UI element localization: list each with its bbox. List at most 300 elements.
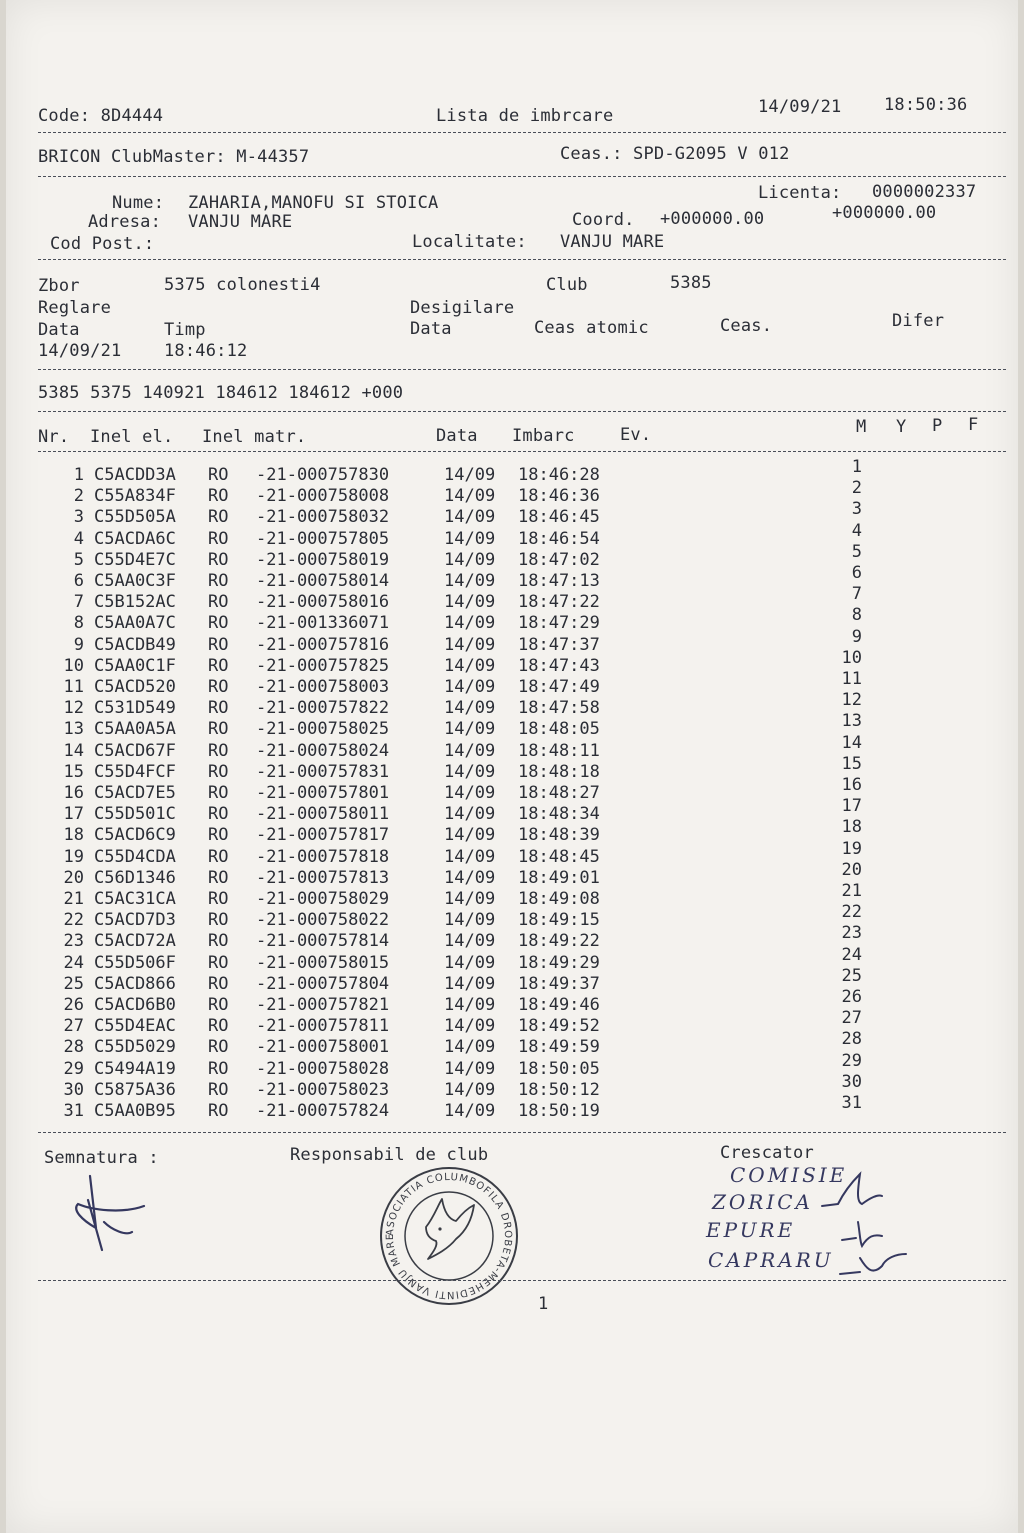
arrival-time: 18:49:52 (518, 1016, 600, 1036)
col-header-ev: Ev. (620, 425, 652, 445)
arrival-date: 14/09 (444, 656, 496, 676)
place-m: 30 (841, 1072, 862, 1092)
arrival-date: 14/09 (444, 1059, 496, 1079)
country-code: RO (208, 529, 229, 549)
club-value: 5385 (670, 273, 712, 293)
place-m: 2 (851, 478, 862, 498)
country-code: RO (208, 1037, 229, 1057)
clock-label: Ceas. (720, 316, 773, 336)
printout-page (6, 0, 1018, 1533)
arrival-date: 14/09 (444, 783, 496, 803)
registration-ring: -21-000758015 (256, 953, 390, 973)
arrival-date: 14/09 (444, 507, 496, 527)
table-row (6, 1016, 906, 1037)
table-row (6, 804, 906, 825)
arrival-date: 14/09 (444, 719, 496, 739)
country-code: RO (208, 783, 229, 803)
electronic-ring-id: C55D4E7C (94, 550, 176, 570)
reg-date-label: Data (38, 320, 80, 340)
reg-time-value: 18:46:12 (164, 341, 248, 361)
arrival-time: 18:49:08 (518, 889, 600, 909)
arrival-date: 14/09 (444, 889, 496, 909)
electronic-ring-id: C531D549 (94, 698, 176, 718)
registration-ring: -21-000757822 (256, 698, 390, 718)
arrival-time: 18:48:11 (518, 741, 600, 761)
divider (38, 132, 1006, 133)
place-m: 29 (841, 1051, 862, 1071)
difference-label: Difer (892, 311, 945, 331)
registration-ring: -21-000757816 (256, 635, 390, 655)
place-m: 14 (841, 733, 862, 753)
country-code: RO (208, 804, 229, 824)
row-number: 8 (73, 613, 84, 633)
table-row (6, 698, 906, 719)
registration-ring: -21-000758019 (256, 550, 390, 570)
place-m: 20 (841, 860, 862, 880)
place-m: 8 (851, 605, 862, 625)
handwritten-line: EPURE (706, 1218, 796, 1242)
table-row (6, 995, 906, 1016)
divider (38, 176, 1006, 177)
row-number: 21 (63, 889, 84, 909)
registration-ring: -21-000758008 (256, 486, 390, 506)
electronic-ring-id: C5AA0C3F (94, 571, 176, 591)
arrival-time: 18:47:02 (518, 550, 600, 570)
registration-ring: -21-001336071 (256, 613, 390, 633)
electronic-ring-id: C5ACD67F (94, 741, 176, 761)
signature-label: Semnatura : (44, 1148, 159, 1168)
arrival-date: 14/09 (444, 995, 496, 1015)
country-code: RO (208, 719, 229, 739)
divider (38, 369, 1006, 370)
table-row (6, 825, 906, 846)
electronic-ring-id: C5ACD7E5 (94, 783, 176, 803)
program-name: BRICON ClubMaster: M-44357 (38, 147, 310, 167)
country-code: RO (208, 698, 229, 718)
table-row (6, 592, 906, 613)
row-number: 25 (63, 974, 84, 994)
arrival-time: 18:48:45 (518, 847, 600, 867)
place-m: 1 (851, 457, 862, 477)
place-m: 17 (841, 796, 862, 816)
row-number: 17 (63, 804, 84, 824)
col-header-m: M (856, 417, 867, 437)
place-m: 13 (841, 711, 862, 731)
table-row (6, 910, 906, 931)
country-code: RO (208, 741, 229, 761)
arrival-date: 14/09 (444, 677, 496, 697)
country-code: RO (208, 486, 229, 506)
place-m: 16 (841, 775, 862, 795)
clock-id: Ceas.: SPD-G2095 V 012 (560, 144, 790, 164)
registration-ring: -21-000757804 (256, 974, 390, 994)
row-number: 11 (63, 677, 84, 697)
arrival-time: 18:46:28 (518, 465, 600, 485)
table-row (6, 868, 906, 889)
club-responsible-label: Responsabil de club (290, 1145, 489, 1165)
place-m: 5 (851, 542, 862, 562)
breeder-label: Crescator (720, 1143, 814, 1163)
place-m: 19 (841, 839, 862, 859)
electronic-ring-id: C55D4EAC (94, 1016, 176, 1036)
place-m: 21 (841, 881, 862, 901)
page-number: 1 (538, 1294, 549, 1314)
arrival-time: 18:48:18 (518, 762, 600, 782)
arrival-date: 14/09 (444, 1080, 496, 1100)
locality-value: VANJU MARE (560, 232, 665, 252)
electronic-ring-id: C55D4FCF (94, 762, 176, 782)
row-number: 9 (73, 635, 84, 655)
country-code: RO (208, 550, 229, 570)
row-number: 29 (63, 1059, 84, 1079)
arrival-time: 18:48:27 (518, 783, 600, 803)
row-number: 14 (63, 741, 84, 761)
row-number: 5 (73, 550, 84, 570)
row-number: 16 (63, 783, 84, 803)
electronic-ring-id: C5AA0B95 (94, 1101, 176, 1121)
registration-ring: -21-000757821 (256, 995, 390, 1015)
electronic-ring-id: C56D1346 (94, 868, 176, 888)
electronic-ring-id: C5ACD72A (94, 931, 176, 951)
place-m: 6 (851, 563, 862, 583)
row-number: 15 (63, 762, 84, 782)
arrival-time: 18:49:01 (518, 868, 600, 888)
col-header-data: Data (436, 426, 478, 446)
table-row (6, 550, 906, 571)
country-code: RO (208, 677, 229, 697)
arrival-date: 14/09 (444, 486, 496, 506)
arrival-time: 18:46:36 (518, 486, 600, 506)
arrival-date: 14/09 (444, 698, 496, 718)
arrival-date: 14/09 (444, 762, 496, 782)
registration-ring: -21-000758032 (256, 507, 390, 527)
table-row (6, 465, 906, 486)
arrival-time: 18:47:49 (518, 677, 600, 697)
table-row (6, 613, 906, 634)
registration-ring: -21-000758029 (256, 889, 390, 909)
electronic-ring-id: C5ACD7D3 (94, 910, 176, 930)
arrival-time: 18:49:22 (518, 931, 600, 951)
table-row (6, 677, 906, 698)
arrival-time: 18:47:37 (518, 635, 600, 655)
arrival-date: 14/09 (444, 804, 496, 824)
arrival-date: 14/09 (444, 592, 496, 612)
place-m: 24 (841, 945, 862, 965)
place-m: 7 (851, 584, 862, 604)
arrival-date: 14/09 (444, 868, 496, 888)
arrival-time: 18:47:13 (518, 571, 600, 591)
handwritten-line: COMISIE (730, 1163, 848, 1187)
registration-ring: -21-000758023 (256, 1080, 390, 1100)
table-row (6, 762, 906, 783)
arrival-date: 14/09 (444, 974, 496, 994)
table-row (6, 656, 906, 677)
country-code: RO (208, 592, 229, 612)
country-code: RO (208, 931, 229, 951)
place-m: 25 (841, 966, 862, 986)
signature-scribble (62, 1170, 162, 1270)
country-code: RO (208, 635, 229, 655)
place-m: 3 (851, 499, 862, 519)
place-m: 18 (841, 817, 862, 837)
handwritten-line: CAPRARU (708, 1248, 834, 1272)
unseal-date-label: Data (410, 319, 452, 339)
electronic-ring-id: C5875A36 (94, 1080, 176, 1100)
col-header-imbarc: Imbarc (512, 426, 575, 446)
table-row (6, 847, 906, 868)
divider (38, 1280, 1006, 1281)
table-row (6, 1059, 906, 1080)
place-m: 26 (841, 987, 862, 1007)
row-number: 30 (63, 1080, 84, 1100)
electronic-ring-id: C5ACD6C9 (94, 825, 176, 845)
row-number: 18 (63, 825, 84, 845)
divider (38, 451, 1006, 452)
electronic-ring-id: C5AA0C1F (94, 656, 176, 676)
flight-label: Zbor (38, 276, 80, 296)
table-row (6, 1037, 906, 1058)
registration-ring: -21-000758003 (256, 677, 390, 697)
col-header-inel-matr: Inel matr. (202, 427, 307, 447)
place-m: 22 (841, 902, 862, 922)
registration-ring: -21-000757813 (256, 868, 390, 888)
row-number: 31 (63, 1101, 84, 1121)
owner-address: VANJU MARE (188, 212, 293, 232)
electronic-ring-id: C5ACD6B0 (94, 995, 176, 1015)
country-code: RO (208, 571, 229, 591)
place-m: 4 (851, 521, 862, 541)
registration-ring: -21-000758016 (256, 592, 390, 612)
arrival-time: 18:46:45 (518, 507, 600, 527)
table-row (6, 571, 906, 592)
registration-ring: -21-000758001 (256, 1037, 390, 1057)
registration-ring: -21-000757818 (256, 847, 390, 867)
arrival-time: 18:47:29 (518, 613, 600, 633)
arrival-time: 18:50:12 (518, 1080, 600, 1100)
country-code: RO (208, 613, 229, 633)
arrival-date: 14/09 (444, 825, 496, 845)
electronic-ring-id: C5B152AC (94, 592, 176, 612)
electronic-ring-id: C55D505A (94, 507, 176, 527)
electronic-ring-id: C55D501C (94, 804, 176, 824)
row-number: 24 (63, 953, 84, 973)
address-label: Adresa: (88, 212, 162, 232)
registration-ring: -21-000758022 (256, 910, 390, 930)
place-m: 12 (841, 690, 862, 710)
arrival-time: 18:46:54 (518, 529, 600, 549)
place-m: 28 (841, 1029, 862, 1049)
club-stamp (378, 1165, 520, 1307)
arrival-time: 18:50:05 (518, 1059, 600, 1079)
license-label: Licenta: (758, 183, 842, 203)
country-code: RO (208, 507, 229, 527)
table-row (6, 486, 906, 507)
arrival-date: 14/09 (444, 953, 496, 973)
country-code: RO (208, 889, 229, 909)
table-row (6, 889, 906, 910)
electronic-ring-id: C5AA0A7C (94, 613, 176, 633)
electronic-ring-id: C55D506F (94, 953, 176, 973)
row-number: 19 (63, 847, 84, 867)
registration-ring: -21-000757824 (256, 1101, 390, 1121)
arrival-time: 18:49:46 (518, 995, 600, 1015)
table-row (6, 1080, 906, 1101)
country-code: RO (208, 974, 229, 994)
electronic-ring-id: C5ACDD3A (94, 465, 176, 485)
electronic-ring-id: C5ACD866 (94, 974, 176, 994)
arrival-time: 18:47:43 (518, 656, 600, 676)
country-code: RO (208, 825, 229, 845)
registration-ring: -21-000757805 (256, 529, 390, 549)
arrival-date: 14/09 (444, 1037, 496, 1057)
arrival-time: 18:48:39 (518, 825, 600, 845)
country-code: RO (208, 995, 229, 1015)
arrival-date: 14/09 (444, 847, 496, 867)
arrival-date: 14/09 (444, 571, 496, 591)
registration-ring: -21-000757830 (256, 465, 390, 485)
row-number: 4 (73, 529, 84, 549)
table-row (6, 529, 906, 550)
atomic-clock-label: Ceas atomic (534, 318, 649, 338)
arrival-time: 18:47:58 (518, 698, 600, 718)
place-m: 31 (841, 1093, 862, 1113)
license-number: 0000002337 (872, 182, 977, 202)
electronic-ring-id: C5AA0A5A (94, 719, 176, 739)
arrival-time: 18:47:22 (518, 592, 600, 612)
table-row (6, 507, 906, 528)
country-code: RO (208, 1059, 229, 1079)
arrival-date: 14/09 (444, 465, 496, 485)
divider (38, 411, 1006, 412)
electronic-ring-id: C5ACD520 (94, 677, 176, 697)
divider (38, 1132, 1006, 1133)
registration-ring: -21-000758014 (256, 571, 390, 591)
arrival-time: 18:50:19 (518, 1101, 600, 1121)
arrival-date: 14/09 (444, 529, 496, 549)
code-label: Code: 8D4444 (38, 106, 164, 126)
arrival-date: 14/09 (444, 635, 496, 655)
coord-label: Coord. (572, 210, 635, 230)
sync-code-line: 5385 5375 140921 184612 184612 +000 (38, 383, 404, 403)
arrival-time: 18:49:59 (518, 1037, 600, 1057)
place-m: 23 (841, 923, 862, 943)
club-label: Club (546, 275, 588, 295)
desigilare-label: Desigilare (410, 298, 515, 318)
place-m: 11 (841, 669, 862, 689)
country-code: RO (208, 847, 229, 867)
row-number: 28 (63, 1037, 84, 1057)
electronic-ring-id: C55D4CDA (94, 847, 176, 867)
table-row (6, 719, 906, 740)
dove-icon (426, 1199, 474, 1259)
country-code: RO (208, 1080, 229, 1100)
divider (38, 259, 1006, 260)
postal-code-label: Cod Post.: (50, 234, 155, 254)
row-number: 20 (63, 868, 84, 888)
coord-value-2: +000000.00 (832, 203, 937, 223)
registration-ring: -21-000758011 (256, 804, 390, 824)
stamp-text: ASOCIATIA COLUMBOFILA DROBETA-MEHEDINTI VANJU MARE (384, 1171, 514, 1301)
col-header-f: F (968, 415, 979, 435)
arrival-time: 18:48:34 (518, 804, 600, 824)
table-row (6, 931, 906, 952)
arrival-time: 18:49:29 (518, 953, 600, 973)
reglare-label: Reglare (38, 298, 112, 318)
country-code: RO (208, 1101, 229, 1121)
col-header-nr: Nr. (38, 427, 70, 447)
row-number: 26 (63, 995, 84, 1015)
row-number: 2 (73, 486, 84, 506)
print-time: 18:50:36 (884, 95, 968, 115)
flight-value: 5375 colonesti4 (164, 275, 321, 295)
arrival-date: 14/09 (444, 613, 496, 633)
col-header-inel-el: Inel el. (90, 427, 174, 447)
registration-ring: -21-000757801 (256, 783, 390, 803)
country-code: RO (208, 910, 229, 930)
commission-signatures (816, 1158, 926, 1288)
arrival-date: 14/09 (444, 1101, 496, 1121)
row-number: 22 (63, 910, 84, 930)
col-header-y: Y (896, 417, 907, 437)
country-code: RO (208, 762, 229, 782)
electronic-ring-id: C5AC31CA (94, 889, 176, 909)
registration-ring: -21-000758025 (256, 719, 390, 739)
registration-ring: -21-000757814 (256, 931, 390, 951)
coord-value-1: +000000.00 (660, 209, 765, 229)
name-label: Nume: (112, 193, 165, 213)
arrival-time: 18:49:15 (518, 910, 600, 930)
electronic-ring-id: C5ACDB49 (94, 635, 176, 655)
document-title: Lista de imbrcare (436, 106, 614, 126)
arrival-date: 14/09 (444, 910, 496, 930)
arrival-date: 14/09 (444, 1016, 496, 1036)
reg-date-value: 14/09/21 (38, 341, 122, 361)
country-code: RO (208, 1016, 229, 1036)
locality-label: Localitate: (412, 232, 527, 252)
row-number: 27 (63, 1016, 84, 1036)
registration-ring: -21-000757831 (256, 762, 390, 782)
row-number: 1 (73, 465, 84, 485)
table-row (6, 783, 906, 804)
arrival-time: 18:48:05 (518, 719, 600, 739)
electronic-ring-id: C55D5029 (94, 1037, 176, 1057)
print-date: 14/09/21 (758, 97, 842, 117)
row-number: 10 (63, 656, 84, 676)
registration-ring: -21-000757817 (256, 825, 390, 845)
arrival-date: 14/09 (444, 931, 496, 951)
registration-ring: -21-000758024 (256, 741, 390, 761)
country-code: RO (208, 953, 229, 973)
owner-name: ZAHARIA,MANOFU SI STOICA (188, 193, 439, 213)
electronic-ring-id: C5494A19 (94, 1059, 176, 1079)
registration-ring: -21-000757811 (256, 1016, 390, 1036)
table-row (6, 953, 906, 974)
arrival-date: 14/09 (444, 741, 496, 761)
row-number: 7 (73, 592, 84, 612)
place-m: 15 (841, 754, 862, 774)
country-code: RO (208, 868, 229, 888)
row-number: 23 (63, 931, 84, 951)
row-number: 6 (73, 571, 84, 591)
handwritten-line: ZORICA (712, 1190, 813, 1214)
place-m: 9 (851, 627, 862, 647)
country-code: RO (208, 656, 229, 676)
row-number: 13 (63, 719, 84, 739)
arrival-date: 14/09 (444, 550, 496, 570)
table-row (6, 635, 906, 656)
registration-ring: -21-000757825 (256, 656, 390, 676)
electronic-ring-id: C55A834F (94, 486, 176, 506)
